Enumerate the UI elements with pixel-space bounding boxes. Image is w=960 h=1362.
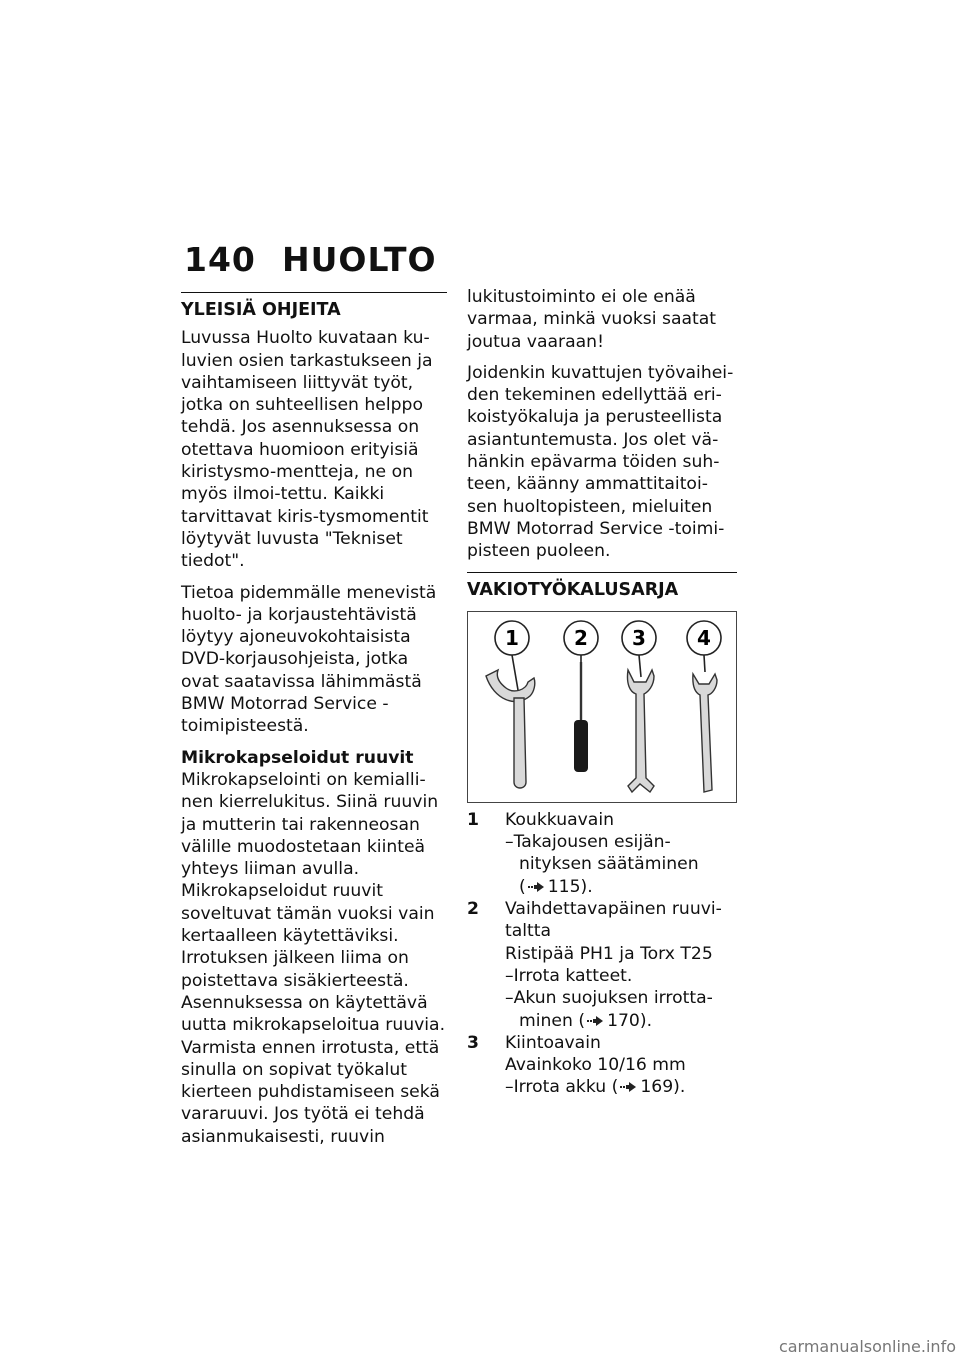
item-name: Koukkuavain [505,809,614,830]
item-step: –Irrota katteet. [505,965,633,986]
page-reference-arrow-icon [528,881,544,893]
item-number: 3 [467,1032,479,1053]
list-item [467,898,737,1032]
list-item [467,1032,737,1099]
callout-label-2: 2 [574,625,588,650]
subsection-title: Mikrokapseloidut ruuvit [181,747,414,768]
right-column [467,286,737,1099]
page-header [184,240,437,279]
item-name: Kiintoavain [505,1032,601,1053]
screwdriver [574,662,588,772]
section-title-general: YLEISIÄ OHJEITA [181,292,447,321]
left-column [181,292,447,1157]
open-end-wrench-4 [693,674,717,792]
item-detail: Ristipää PH1 ja Torx T25 [505,943,713,964]
callout-label-1: 1 [505,625,519,650]
watermark-url[interactable]: carmanualsonline.info [778,1337,956,1356]
item-step: –Takajousen esijän-nityksen säätäminen ( 115). [505,832,699,897]
paragraph: Joidenkin kuvattujen työvaihei-den tekeminen edellyttää eri-koistyökaluja ja perusteellista asiantuntemusta. Jos olet vä-hänkin epävarma töiden suh-teen, käänny ammattitaitoi-sen huoltopisteen, mieluiten BMW Motorrad Service -toimi-pisteen puoleen. [467,362,734,562]
paragraph: Luvussa Huolto kuvataan ku-luvien osien tarkastukseen ja vaihtamiseen liittyvät työt, jotka on suhteellisen helppo tehdä. Jos asennuksessa on otettava huomioon erityisiä kiristysmo-mentteja, ne on myös ilmoi-tettu. Kaikki tarvittavat kiris-tysmomentit löytyvät luvusta "Tekniset tiedot". [181,328,433,572]
page-reference-arrow-icon [587,1015,603,1027]
hook-wrench [486,670,535,788]
page-number: 140 [184,240,256,279]
open-end-wrench-10-16 [627,670,654,792]
item-step: –Akun suojuksen irrotta-minen ( 170). [505,988,713,1031]
list-item [467,809,737,898]
toolkit-illustration [467,611,737,803]
paragraph: lukitustoiminto ei ole enää varmaa, minkä vuoksi saatat joutua vaaraan! [467,287,717,352]
callout-label-3: 3 [632,625,646,650]
chapter-title: HUOLTO [282,240,437,279]
toolkit-drawing [468,612,736,802]
paragraph: Tietoa pidemmälle menevistä huolto- ja korjaustehtävistä löytyy ajoneuvokohtaisista DVD-korjausohjeista, jotka ovat saatavissa lähimmästä BMW Motorrad Service -toimipisteestä. [181,582,437,737]
paragraph: Mikrokapselointi on kemialli-nen kierrelukitus. Siinä ruuvin ja mutterin tai rakenneosan välille muodostetaan kiinteä yhteys liiman avulla. Mikrokapseloidut ruuvit soveltuvat tämän vuoksi vain kertaalleen käytettäviksi. Irrotuksen jälkeen liima on poistettava sisäkierteestä. Asennuksessa on käytettävä uutta mikrokapseloitua ruuvia. Varmista ennen irrotusta, että sinulla on sopivat työkalut kierteen puhdistamiseen sekä vararuuvi. Jos työtä ei tehdä asianmukaisesti, ruuvin [181,769,446,1147]
item-number: 2 [467,899,479,920]
item-name: Vaihdettavapäinen ruuvi-taltta [505,899,722,942]
item-detail: Avainkoko 10/16 mm [505,1055,686,1076]
section-title-toolkit: VAKIOTYÖKALUSARJA [467,572,737,601]
callout-label-4: 4 [697,625,711,650]
page-reference-arrow-icon [620,1081,636,1093]
item-step: –Irrota akku ( 169). [505,1077,686,1098]
item-number: 1 [467,809,479,830]
